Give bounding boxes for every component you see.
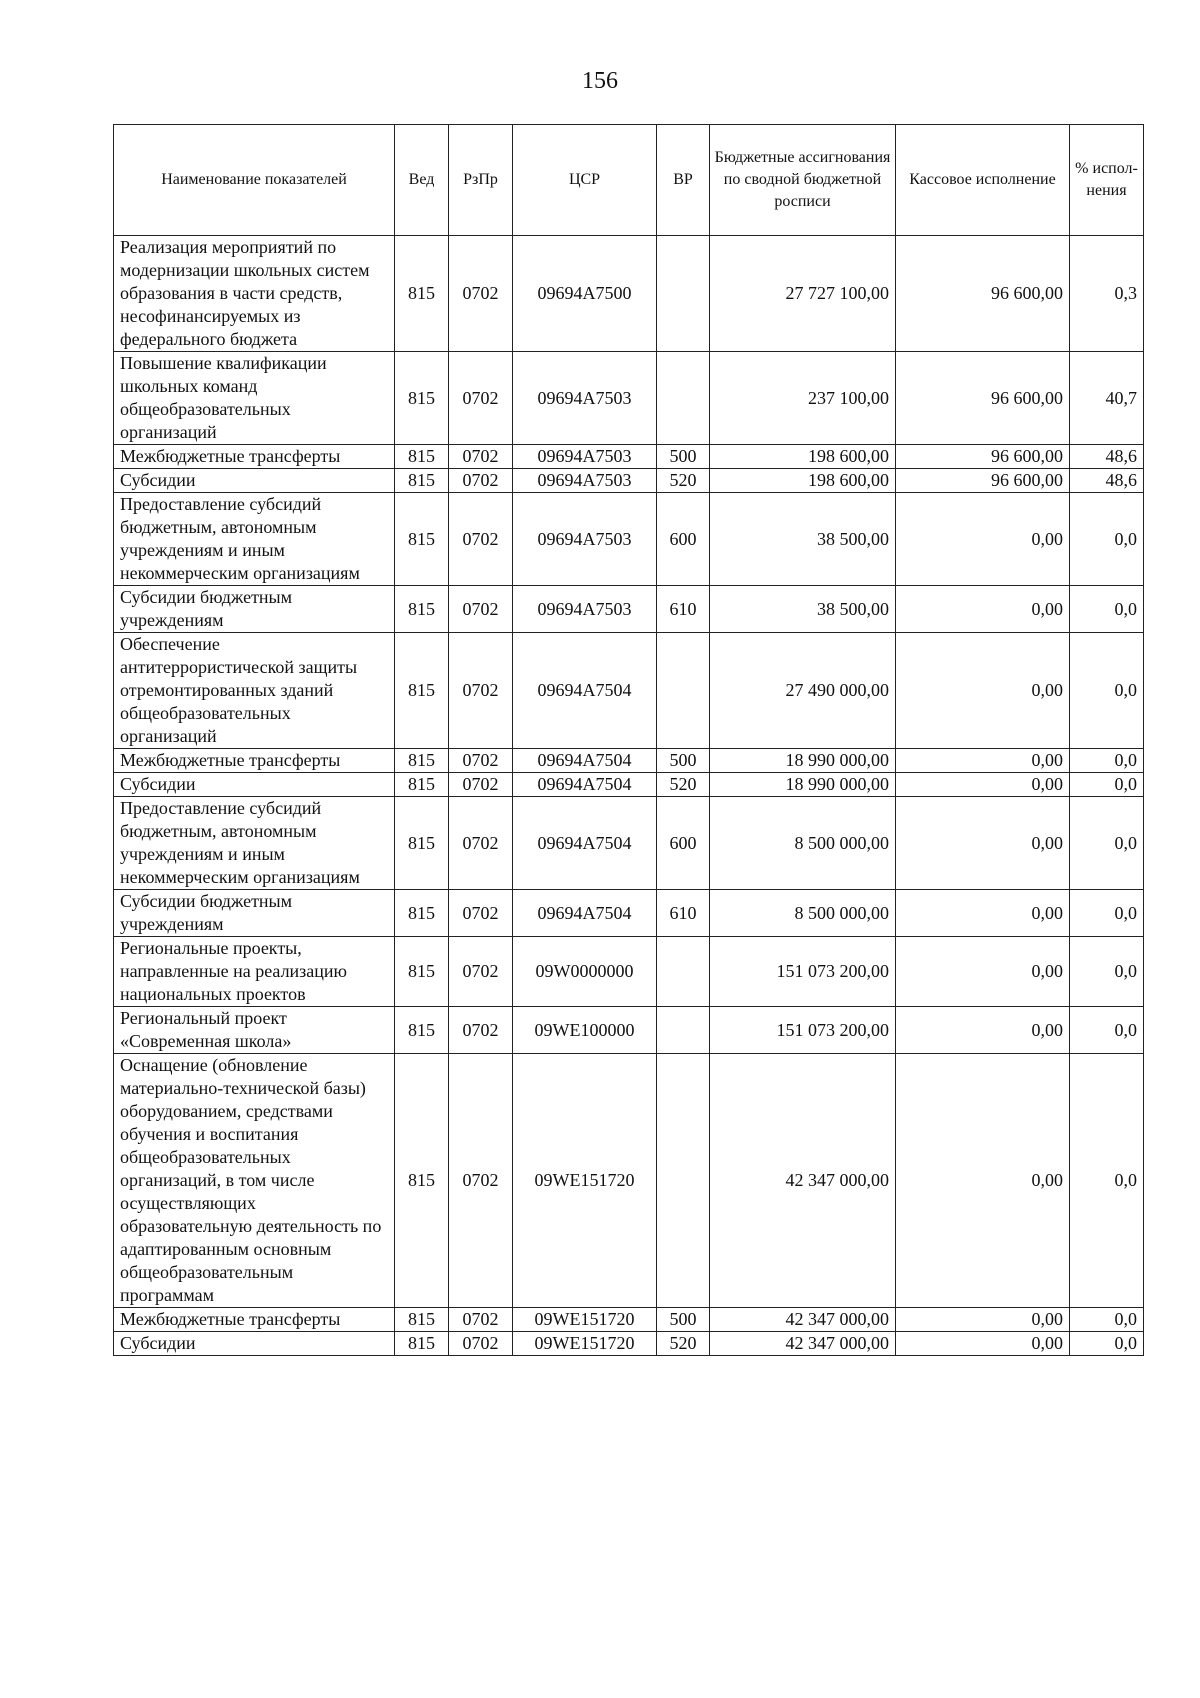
cell-csr: 09WE151720	[513, 1332, 657, 1356]
cell-name: Межбюджетные трансферты	[114, 445, 395, 469]
cell-name: Оснащение (обновление материально-технической базы) оборудованием, средствами обучения и воспитания общеобразовательных организаций, в том числе осуществляющих образовательную деятельность по адаптированным основным общеобразовательным программам	[114, 1054, 395, 1308]
cell-ved: 815	[395, 445, 449, 469]
cell-rzpr: 0702	[449, 1007, 513, 1054]
cell-budget: 237 100,00	[710, 352, 896, 445]
cell-cash: 0,00	[896, 586, 1070, 633]
header-vr: ВР	[657, 125, 710, 236]
cell-ved: 815	[395, 352, 449, 445]
header-ved: Вед	[395, 125, 449, 236]
cell-budget: 38 500,00	[710, 493, 896, 586]
cell-budget: 198 600,00	[710, 445, 896, 469]
table-row	[114, 797, 1144, 890]
cell-percent: 0,0	[1070, 633, 1144, 749]
cell-rzpr: 0702	[449, 797, 513, 890]
cell-name: Региональный проект «Современная школа»	[114, 1007, 395, 1054]
cell-vr: 520	[657, 1332, 710, 1356]
cell-percent: 40,7	[1070, 352, 1144, 445]
cell-budget: 151 073 200,00	[710, 937, 896, 1007]
cell-vr	[657, 1007, 710, 1054]
cell-csr: 09694A7504	[513, 890, 657, 937]
table-body	[114, 236, 1144, 1356]
cell-csr: 09694A7503	[513, 469, 657, 493]
cell-name: Обеспечение антитеррористической защиты отремонтированных зданий общеобразовательных организаций	[114, 633, 395, 749]
cell-cash: 0,00	[896, 937, 1070, 1007]
cell-ved: 815	[395, 1007, 449, 1054]
cell-csr: 09694A7504	[513, 633, 657, 749]
cell-budget: 151 073 200,00	[710, 1007, 896, 1054]
cell-cash: 96 600,00	[896, 236, 1070, 352]
cell-vr	[657, 937, 710, 1007]
cell-rzpr: 0702	[449, 493, 513, 586]
table-row	[114, 773, 1144, 797]
header-name: Наименование показателей	[114, 125, 395, 236]
cell-cash: 0,00	[896, 493, 1070, 586]
cell-rzpr: 0702	[449, 749, 513, 773]
cell-rzpr: 0702	[449, 445, 513, 469]
cell-cash: 0,00	[896, 797, 1070, 890]
cell-name: Субсидии бюджетным учреждениям	[114, 890, 395, 937]
cell-rzpr: 0702	[449, 586, 513, 633]
cell-rzpr: 0702	[449, 1332, 513, 1356]
cell-name: Региональные проекты, направленные на реализацию национальных проектов	[114, 937, 395, 1007]
cell-vr: 500	[657, 749, 710, 773]
cell-vr	[657, 1054, 710, 1308]
cell-csr: 09694A7503	[513, 586, 657, 633]
cell-budget: 42 347 000,00	[710, 1054, 896, 1308]
cell-rzpr: 0702	[449, 236, 513, 352]
cell-rzpr: 0702	[449, 1308, 513, 1332]
table-row	[114, 937, 1144, 1007]
cell-rzpr: 0702	[449, 773, 513, 797]
cell-ved: 815	[395, 773, 449, 797]
cell-percent: 0,0	[1070, 937, 1144, 1007]
cell-cash: 0,00	[896, 633, 1070, 749]
table-row	[114, 469, 1144, 493]
header-cash: Кассовое исполнение	[896, 125, 1070, 236]
cell-percent: 0,0	[1070, 1308, 1144, 1332]
cell-cash: 0,00	[896, 1308, 1070, 1332]
cell-budget: 27 490 000,00	[710, 633, 896, 749]
cell-csr: 09694A7504	[513, 773, 657, 797]
cell-csr: 09694A7504	[513, 797, 657, 890]
cell-ved: 815	[395, 236, 449, 352]
cell-name: Субсидии	[114, 469, 395, 493]
cell-budget: 8 500 000,00	[710, 890, 896, 937]
cell-ved: 815	[395, 890, 449, 937]
table-row	[114, 633, 1144, 749]
table-row	[114, 749, 1144, 773]
header-percent: % испол-нения	[1070, 125, 1144, 236]
cell-rzpr: 0702	[449, 1054, 513, 1308]
cell-budget: 27 727 100,00	[710, 236, 896, 352]
table-row	[114, 236, 1144, 352]
cell-cash: 96 600,00	[896, 352, 1070, 445]
cell-percent: 0,0	[1070, 1054, 1144, 1308]
cell-rzpr: 0702	[449, 352, 513, 445]
cell-csr: 09WE151720	[513, 1054, 657, 1308]
cell-csr: 09W0000000	[513, 937, 657, 1007]
cell-vr: 600	[657, 797, 710, 890]
cell-name: Повышение квалификации школьных команд общеобразовательных организаций	[114, 352, 395, 445]
cell-ved: 815	[395, 469, 449, 493]
cell-vr	[657, 236, 710, 352]
cell-name: Субсидии бюджетным учреждениям	[114, 586, 395, 633]
cell-percent: 0,0	[1070, 773, 1144, 797]
cell-cash: 0,00	[896, 890, 1070, 937]
cell-name: Субсидии	[114, 1332, 395, 1356]
cell-ved: 815	[395, 586, 449, 633]
cell-name: Предоставление субсидий бюджетным, автономным учреждениям и иным некоммерческим организациям	[114, 797, 395, 890]
table-row	[114, 1054, 1144, 1308]
cell-percent: 0,0	[1070, 1007, 1144, 1054]
cell-percent: 48,6	[1070, 445, 1144, 469]
cell-rzpr: 0702	[449, 890, 513, 937]
cell-csr: 09694A7504	[513, 749, 657, 773]
cell-budget: 8 500 000,00	[710, 797, 896, 890]
cell-percent: 0,0	[1070, 1332, 1144, 1356]
cell-name: Реализация мероприятий по модернизации школьных систем образования в части средств, несофинансируемых из федерального бюджета	[114, 236, 395, 352]
cell-percent: 0,0	[1070, 797, 1144, 890]
header-csr: ЦСР	[513, 125, 657, 236]
table-row	[114, 352, 1144, 445]
budget-execution-table	[113, 124, 1144, 1356]
cell-rzpr: 0702	[449, 633, 513, 749]
cell-vr: 520	[657, 469, 710, 493]
cell-cash: 0,00	[896, 749, 1070, 773]
cell-vr: 600	[657, 493, 710, 586]
cell-budget: 42 347 000,00	[710, 1308, 896, 1332]
cell-cash: 0,00	[896, 773, 1070, 797]
table-row	[114, 586, 1144, 633]
cell-cash: 0,00	[896, 1054, 1070, 1308]
page-number: 156	[582, 68, 618, 94]
cell-percent: 0,0	[1070, 749, 1144, 773]
cell-csr: 09WE100000	[513, 1007, 657, 1054]
cell-percent: 0,3	[1070, 236, 1144, 352]
cell-vr	[657, 352, 710, 445]
cell-csr: 09694A7503	[513, 352, 657, 445]
cell-cash: 96 600,00	[896, 469, 1070, 493]
cell-ved: 815	[395, 633, 449, 749]
cell-csr: 09694A7503	[513, 493, 657, 586]
cell-percent: 0,0	[1070, 493, 1144, 586]
cell-name: Субсидии	[114, 773, 395, 797]
cell-budget: 18 990 000,00	[710, 749, 896, 773]
table-row	[114, 445, 1144, 469]
header-budget: Бюджетные ассигнования по сводной бюджетной росписи	[710, 125, 896, 236]
cell-percent: 0,0	[1070, 586, 1144, 633]
table-row	[114, 890, 1144, 937]
cell-vr: 610	[657, 890, 710, 937]
cell-vr: 500	[657, 445, 710, 469]
table-row	[114, 1007, 1144, 1054]
cell-percent: 48,6	[1070, 469, 1144, 493]
table-header-row	[114, 125, 1144, 236]
cell-ved: 815	[395, 749, 449, 773]
table-row	[114, 493, 1144, 586]
cell-name: Предоставление субсидий бюджетным, автономным учреждениям и иным некоммерческим организациям	[114, 493, 395, 586]
cell-csr: 09694A7500	[513, 236, 657, 352]
table-row	[114, 1332, 1144, 1356]
cell-ved: 815	[395, 493, 449, 586]
cell-ved: 815	[395, 1308, 449, 1332]
cell-csr: 09694A7503	[513, 445, 657, 469]
cell-budget: 198 600,00	[710, 469, 896, 493]
cell-budget: 38 500,00	[710, 586, 896, 633]
cell-percent: 0,0	[1070, 890, 1144, 937]
cell-name: Межбюджетные трансферты	[114, 1308, 395, 1332]
cell-cash: 0,00	[896, 1007, 1070, 1054]
header-rzpr: РзПр	[449, 125, 513, 236]
cell-name: Межбюджетные трансферты	[114, 749, 395, 773]
cell-rzpr: 0702	[449, 937, 513, 1007]
cell-ved: 815	[395, 937, 449, 1007]
cell-ved: 815	[395, 1054, 449, 1308]
cell-csr: 09WE151720	[513, 1308, 657, 1332]
cell-budget: 18 990 000,00	[710, 773, 896, 797]
cell-vr	[657, 633, 710, 749]
cell-vr: 610	[657, 586, 710, 633]
cell-vr: 520	[657, 773, 710, 797]
cell-ved: 815	[395, 1332, 449, 1356]
cell-rzpr: 0702	[449, 469, 513, 493]
cell-cash: 96 600,00	[896, 445, 1070, 469]
cell-vr: 500	[657, 1308, 710, 1332]
cell-cash: 0,00	[896, 1332, 1070, 1356]
cell-budget: 42 347 000,00	[710, 1332, 896, 1356]
table-row	[114, 1308, 1144, 1332]
cell-ved: 815	[395, 797, 449, 890]
